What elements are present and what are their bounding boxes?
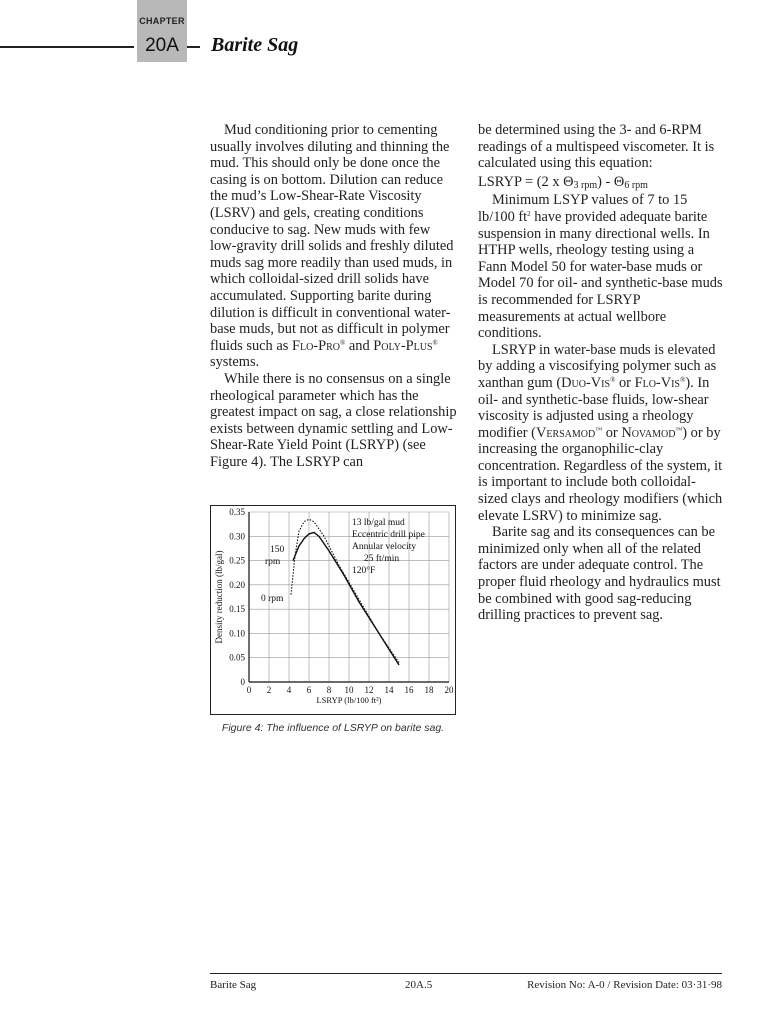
chapter-label: CHAPTER <box>139 16 185 26</box>
x-axis-label: LSRYP (lb/100 ft²) <box>316 695 382 705</box>
chart-condition-note: Annular velocity <box>352 542 417 552</box>
x-tick-label: 2 <box>266 685 272 695</box>
y-axis-label: Density reduction (lb/gal) <box>214 550 224 644</box>
chart-condition-note: 13 lb/gal mud <box>352 518 405 528</box>
paragraph-lsryp-intro: While there is no consensus on a single rheological parameter which has the greatest impact on sag, a close relationship exists between dynamic settling and Low-Shear-Rate Yield Point (LSRYP) (see Figure 4). The LSRYP can <box>210 370 457 470</box>
header-rule <box>0 46 134 48</box>
x-tick-label: 6 <box>306 685 312 695</box>
chart-condition-note: 120°F <box>352 566 376 576</box>
x-tick-label: 18 <box>424 685 434 695</box>
y-tick-label: 0.20 <box>229 579 245 590</box>
right-column <box>478 122 724 624</box>
footer-section-name: Barite Sag <box>210 979 257 991</box>
x-tick-label: 4 <box>286 685 292 695</box>
lsryp-equation: LSRYP = (2 x $\Theta_{3 rpm}) - \Theta_{6 rpm}$ <box>478 173 648 191</box>
title-dash <box>187 46 200 48</box>
chapter-tab <box>137 0 187 62</box>
paragraph-dilution: Mud conditioning prior to cementing usually involves diluting and thinning the mud. This should only be done once the casing is on bottom. Dilution can reduce the mud’s Low-Shear-Rate Viscosity (LSRV) and gels, creating conditions conducive to sag. New muds with few low-gravity drill solids and freshly diluted muds sag more readily than used muds, in which colloidal-sized drill solids have accumulated. Supporting barite during dilution is difficult in conventional water-base muds, but not as difficult in polymer fluids such as Flo-Pro® and Poly-Plus® systems. <box>210 122 454 371</box>
x-tick-label: 10 <box>344 685 354 695</box>
footer-page-number: 20A.5 <box>405 979 433 991</box>
paragraph-lsryp-determination: be determined using the 3- and 6-RPM readings of a multispeed viscometer. It is calculated using this equation: <box>478 122 715 172</box>
x-tick-label: 14 <box>384 685 394 695</box>
paragraph-minimum-lsyp: Minimum LSYP values of 7 to 15 lb/100 $ft^2$ have provided adequate barite suspension in many directional wells. In HTHP wells, rheology testing using a Fann Model 50 for water-base muds or Model 70 for oil- and synthetic-base muds is recommended for LSRYP measurements at actual wellbore conditions. <box>478 192 723 342</box>
x-tick-label: 12 <box>364 685 374 695</box>
left-column <box>210 122 458 470</box>
x-tick-label: 8 <box>326 685 332 695</box>
page-title: Barite Sag <box>211 34 299 56</box>
figure-4-box <box>210 505 456 715</box>
y-tick-label: 0.05 <box>229 652 245 663</box>
y-tick-label: 0.25 <box>229 555 245 566</box>
figure-caption: Figure 4: The influence of LSRYP on barite sag. <box>221 722 445 734</box>
y-tick-label: 0 <box>240 677 245 687</box>
footer-revision: Revision No: A-0 / Revision Date: 03·31·98 <box>527 979 722 991</box>
chart-condition-note: 25 ft/min <box>364 554 400 564</box>
y-tick-label: 0.10 <box>229 628 245 639</box>
series-line-0-rpm <box>291 519 399 662</box>
x-tick-label: 16 <box>404 685 414 695</box>
y-tick-label: 0.30 <box>229 531 245 542</box>
y-tick-label: 0.35 <box>229 507 245 517</box>
lsryp-chart <box>211 506 455 714</box>
y-tick-label: 0.15 <box>229 604 245 615</box>
x-tick-label: 0 <box>246 685 252 695</box>
label-0-rpm: 0 rpm <box>261 594 284 604</box>
label-150-rpm: 150 <box>270 545 285 555</box>
x-tick-label: 20 <box>444 685 454 695</box>
paragraph-conclusion: Barite sag and its consequences can be minimized only when all of the related factors are under adequate control. The proper fluid rheology and hydraulics must be combined with good sag-reducing drilling practices to prevent sag. <box>478 524 721 624</box>
paragraph-water-base-lsryp: LSRYP in water-base muds is elevated by adding a viscosifying polymer such as xanthan gum (Duo-Vis® or Flo-Vis®). In oil- and synthetic-base fluids, low-shear viscosity is adjusted using a rheology modifier (Versamod™ or Novamod™) or by increasing the organophilic-clay concentration. Regardless of the system, it is important to include both colloidal-sized clays and rheology modifiers (which elevate LSRV) to minimize sag. <box>478 341 723 524</box>
label-150-rpm: rpm <box>265 557 281 567</box>
chart-condition-note: Eccentric drill pipe <box>352 530 425 540</box>
chapter-number: 20A <box>145 35 179 56</box>
footer-rule <box>210 973 722 974</box>
